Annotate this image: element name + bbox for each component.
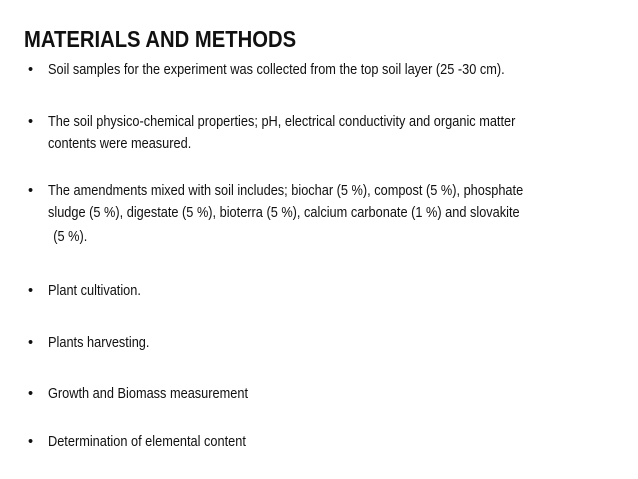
bullet-line: contents were measured. [48, 136, 192, 152]
bullet-text [48, 383, 611, 405]
bullet-text [48, 111, 611, 155]
bullet-text [48, 332, 611, 354]
bullet-marker: • [28, 114, 34, 130]
bullet-text [48, 431, 611, 453]
bullet-line: The amendments mixed with soil includes; biochar (5 %), compost (5 %), phosphate [48, 183, 524, 199]
bullet-line: Plants harvesting. [48, 335, 150, 351]
bullet-marker: • [28, 283, 34, 299]
bullet-line: (5 %). [53, 229, 88, 245]
bullet-marker: • [28, 183, 34, 199]
bullet-marker: • [28, 434, 34, 450]
bullet-text [48, 180, 611, 248]
bullet-line: Plant cultivation. [48, 283, 141, 299]
bullet-marker: • [28, 335, 34, 351]
bullet-line: sludge (5 %), digestate (5 %), bioterra (5 %), calcium carbonate (1 %) and slovakite [48, 205, 520, 221]
bullet-line: The soil physico-chemical properties; pH, electrical conductivity and organic matter [48, 114, 516, 130]
bullet-text [48, 280, 611, 302]
bullet-line: Determination of elemental content [48, 434, 246, 450]
bullet-line: Soil samples for the experiment was collected from the top soil layer (25 -30 cm). [48, 62, 505, 78]
bullet-marker: • [28, 386, 34, 402]
bullet-line: Growth and Biomass measurement [48, 386, 248, 402]
slide-title: MATERIALS AND METHODS [24, 26, 297, 52]
bullet-marker: • [28, 62, 34, 78]
bullet-text [48, 59, 611, 81]
